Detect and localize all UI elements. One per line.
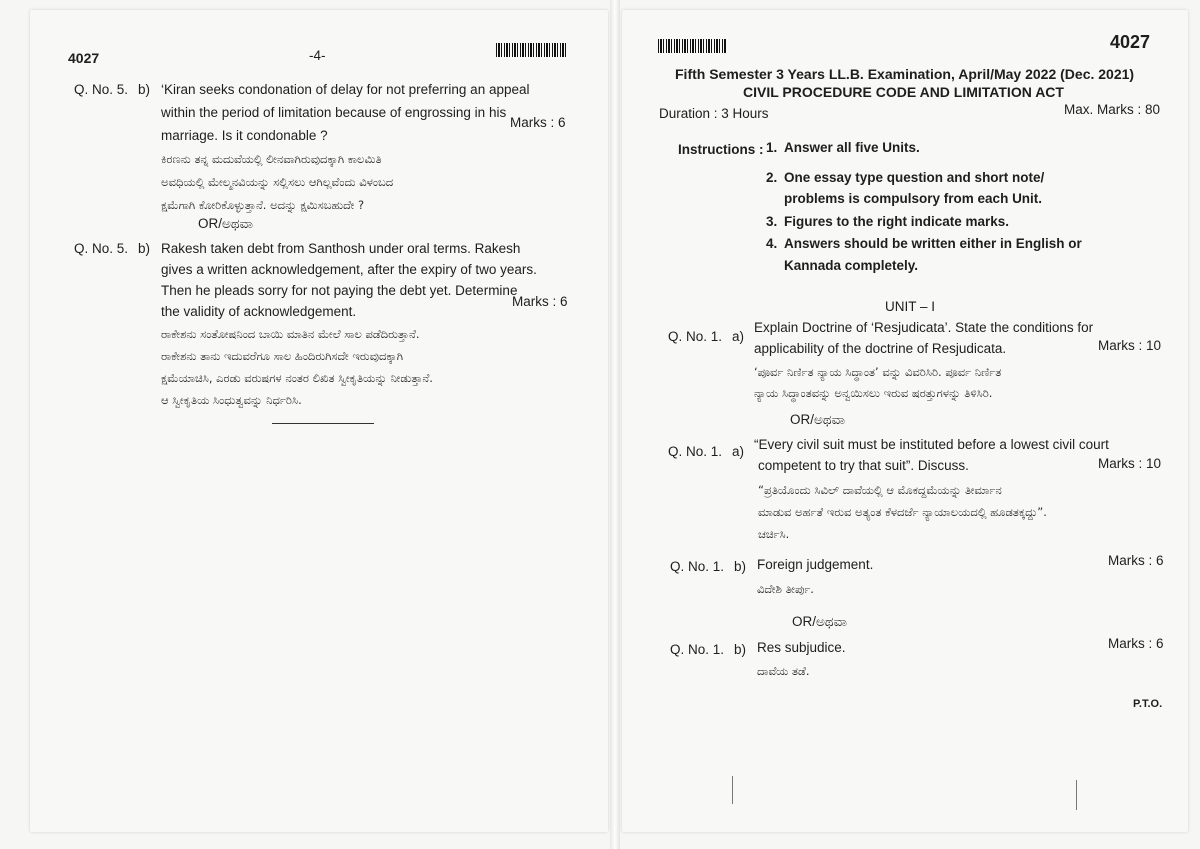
end-rule <box>272 423 374 424</box>
right-page <box>622 10 1188 832</box>
kannada-line: ‘ಪೂರ್ವ ನಿರ್ಣಿತ ನ್ಯಾಯ ಸಿದ್ಧಾಂತ’ ವನ್ನು ವಿವರಿಸಿರಿ. ಪೂರ್ವ ನಿರ್ಣಿತ <box>754 365 1002 379</box>
question-text-line: applicability of the doctrine of Resjudicata. <box>754 341 1007 356</box>
marks-label: Marks : 10 <box>1098 338 1162 353</box>
kannada-line: ದಾವೆಯ ತಡೆ. <box>757 664 810 678</box>
question-text-line: the validity of acknowledgement. <box>161 304 357 319</box>
subject-title: CIVIL PROCEDURE CODE AND LIMITATION ACT <box>743 84 1064 100</box>
instruction-number: 2. <box>766 170 778 185</box>
scan-mark <box>1076 780 1077 810</box>
instruction-number: 1. <box>766 140 778 155</box>
kannada-line: ಕಿರಣನು ತನ್ನ ಮದುವೆಯಲ್ಲಿ ಲೀನವಾಗಿರುವುದಕ್ಕಾಗಿ ಕಾಲಮಿತಿ <box>161 152 382 166</box>
instruction-text: problems is compulsory from each Unit. <box>784 191 1043 206</box>
question-part: b) <box>138 82 151 97</box>
page-gutter <box>610 0 620 849</box>
kannada-line: ಕ್ಷಮೆಗಾಗಿ ಕೋರಿಕೊಳ್ಳುತ್ತಾನೆ. ಅದನ್ನು ಕ್ಷಮಿಸಬಹುದೇ ? <box>161 198 365 212</box>
instruction-text: Figures to the right indicate marks. <box>784 214 1010 229</box>
question-text-line: Res subjudice. <box>757 640 846 655</box>
question-number: Q. No. 5. <box>74 82 129 97</box>
instruction-number: 3. <box>766 214 778 229</box>
instruction-text: One essay type question and short note/ <box>784 170 1045 185</box>
scan-mark <box>732 776 733 804</box>
question-part: b) <box>734 642 747 657</box>
marks-label: Marks : 6 <box>510 115 566 130</box>
marks-label: Marks : 10 <box>1098 456 1162 471</box>
question-number: Q. No. 1. <box>670 642 725 657</box>
question-text-line: within the period of limitation because of engrossing in his <box>161 105 507 120</box>
kannada-line: ಆ ಸ್ವೀಕೃತಿಯ ಸಿಂಧುತ್ವವನ್ನು ನಿರ್ಧರಿಸಿ. <box>161 393 302 407</box>
paper-code: 4027 <box>68 50 100 66</box>
instruction-text: Kannada completely. <box>784 258 919 273</box>
question-text-line: ‘Kiran seeks condonation of delay for not preferring an appeal <box>161 82 530 97</box>
instructions-label: Instructions : <box>678 142 764 157</box>
page-number: -4- <box>309 48 326 63</box>
kannada-line: ಮಾಡುವ ಅರ್ಹತೆ ಇರುವ ಅತ್ಯಂತ ಕೆಳದರ್ಜೆ ನ್ಯಾಯಾಲಯದಲ್ಲಿ ಹೂಡತಕ್ಕದ್ದು”. <box>758 505 1047 519</box>
question-text-line: Explain Doctrine of ‘Resjudicata’. State the conditions for <box>754 320 1094 335</box>
question-part: b) <box>138 241 151 256</box>
unit-heading: UNIT – I <box>885 299 936 314</box>
kannada-line: ರಾಕೇಶನು ಸಂತೋಷನಿಂದ ಬಾಯಿ ಮಾತಿನ ಮೇಲೆ ಸಾಲ ಪಡೆದಿರುತ್ತಾನೆ. <box>161 327 420 341</box>
or-separator: OR/ಅಥವಾ <box>198 216 254 231</box>
duration: Duration : 3 Hours <box>659 106 769 121</box>
question-text-line: competent to try that suit”. Discuss. <box>758 458 969 473</box>
question-text-line: gives a written acknowledgement, after the expiry of two years. <box>161 262 537 277</box>
question-text-line: Then he pleads sorry for not paying the debt yet. Determine <box>161 283 518 298</box>
question-part: a) <box>732 329 745 344</box>
left-page <box>30 10 608 832</box>
instruction-text: Answers should be written either in English or <box>784 236 1082 251</box>
or-separator: OR/ಅಥವಾ <box>790 412 846 427</box>
max-marks: Max. Marks : 80 <box>1064 102 1161 117</box>
kannada-line: “ಪ್ರತಿಯೊಂದು ಸಿವಿಲ್ ದಾವೆಯಲ್ಲಿ ಆ ಮೊಕದ್ದಮೆಯನ್ನು ತೀರ್ಮಾನ <box>758 483 1002 497</box>
paper-code: 4027 <box>1110 32 1151 52</box>
question-number: Q. No. 5. <box>74 241 129 256</box>
question-text-line: Foreign judgement. <box>757 557 874 572</box>
barcode <box>658 39 726 53</box>
question-text-line: “Every civil suit must be instituted before a lowest civil court <box>754 437 1109 452</box>
instruction-number: 4. <box>766 236 778 251</box>
kannada-line: ಕ್ಷಮೆಯಾಚಿಸಿ, ಎರಡು ವರುಷಗಳ ನಂತರ ಲಿಖಿತ ಸ್ವೀಕೃತಿಯನ್ನು ನೀಡುತ್ತಾನೆ. <box>161 371 433 385</box>
question-part: b) <box>734 559 747 574</box>
kannada-line: ಚರ್ಚಿಸಿ. <box>758 527 790 541</box>
question-number: Q. No. 1. <box>670 559 725 574</box>
kannada-line: ಅವಧಿಯಲ್ಲಿ ಮೇಲ್ಮನವಿಯನ್ನು ಸಲ್ಲಿಸಲು ಆಗಿಲ್ಲವೆಂದು ವಿಳಂಬದ <box>161 175 394 189</box>
marks-label: Marks : 6 <box>1108 553 1164 568</box>
question-number: Q. No. 1. <box>668 329 723 344</box>
barcode <box>496 43 568 57</box>
pto-label: P.T.O. <box>1133 698 1163 710</box>
question-text-line: marriage. Is it condonable ? <box>161 128 328 143</box>
question-part: a) <box>732 444 745 459</box>
instruction-text: Answer all five Units. <box>784 140 920 155</box>
marks-label: Marks : 6 <box>512 294 568 309</box>
marks-label: Marks : 6 <box>1108 636 1164 651</box>
question-text-line: Rakesh taken debt from Santhosh under oral terms. Rakesh <box>161 241 521 256</box>
exam-title: Fifth Semester 3 Years LL.B. Examination, April/May 2022 (Dec. 2021) <box>675 66 1135 82</box>
kannada-line: ರಾಕೇಶನು ತಾನು ಇದುವರೆಗೂ ಸಾಲ ಹಿಂದಿರುಗಿಸದೇ ಇರುವುದಕ್ಕಾಗಿ <box>161 349 403 363</box>
kannada-line: ನ್ಯಾಯ ಸಿದ್ಧಾಂತವನ್ನು ಅನ್ವಯಿಸಲು ಇರುವ ಷರತ್ತುಗಳನ್ನು ತಿಳಿಸಿರಿ. <box>754 386 993 400</box>
kannada-line: ವಿದೇಶಿ ತೀರ್ಪು. <box>757 582 814 596</box>
question-number: Q. No. 1. <box>668 444 723 459</box>
or-separator: OR/ಅಥವಾ <box>792 614 848 629</box>
